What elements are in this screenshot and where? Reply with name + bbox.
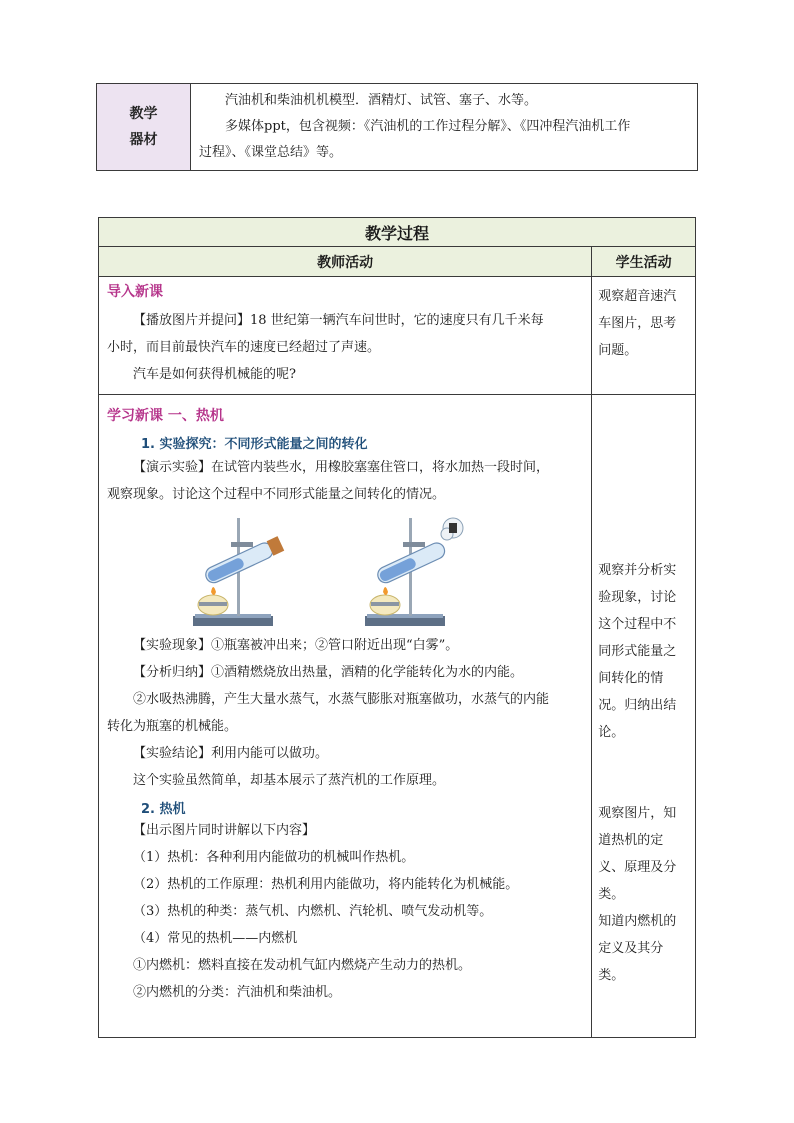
teacher-activity-header: 教师活动 (99, 247, 592, 277)
intro-student-line: 观察超音速汽 (598, 289, 677, 304)
demo-text-a: 【演示实验】在试管内装些水，用橡胶塞塞住管口，将水加热一段时间， (133, 460, 550, 475)
equipment-label-line1: 教学 (129, 106, 158, 122)
student-line: 观察并分析实 (598, 563, 677, 578)
equipment-line3: 过程》、《课堂总结》等。 (199, 145, 343, 160)
student-line: 观察图片，知 (598, 806, 677, 821)
ice-text-1: ①内燃机：燃料直接在发动机气缸内燃烧产生动力的热机。 (133, 958, 472, 973)
item-2: （2）热机的工作原理：热机利用内能做功，将内能转化为机械能。 (133, 877, 519, 892)
item-4: （4）常见的热机——内燃机 (133, 931, 298, 946)
equipment-line2: 多媒体ppt，包含视频：《汽油机的工作过程分解》、《四冲程汽油机工作 (225, 119, 631, 134)
student-line: 道热机的定 (598, 833, 664, 848)
student-line: 定义及其分 (598, 941, 664, 956)
process-title: 教学过程 (99, 218, 696, 247)
student-line: 这个过程中不 (598, 617, 677, 632)
intro-student-line: 问题。 (598, 343, 638, 358)
experiment-figures (107, 512, 583, 630)
equipment-content (191, 84, 698, 171)
student-line: 知道内燃机的 (598, 914, 677, 929)
intro-text-2: 汽车是如何获得机械能的呢? (133, 367, 296, 382)
experiment-figure-before (191, 512, 287, 630)
student-line: 同形式能量之 (598, 644, 677, 659)
experiment-figure-after (363, 512, 467, 630)
intro-teacher-cell (99, 277, 592, 395)
student-line: 间转化的情 (598, 671, 664, 686)
intro-student-line: 车图片，思考 (598, 316, 677, 331)
student-line: 义、原理及分 (598, 860, 677, 875)
phenomenon-text: 【实验现象】①瓶塞被冲出来；②管口附近出现“白雾”。 (133, 638, 459, 653)
conclusion-text: 【实验结论】利用内能可以做功。 (133, 746, 329, 761)
analysis-text-2a: ②水吸热沸腾，产生大量水蒸气，水蒸气膨胀对瓶塞做功，水蒸气的内能 (133, 692, 550, 707)
student-line: 类。 (598, 887, 625, 902)
intro-student-cell (592, 277, 696, 395)
demo-text-b: 观察现象。讨论这个过程中不同形式能量之间转化的情况。 (107, 487, 446, 502)
process-table (98, 217, 696, 1038)
sub-heading-1: 1. 实验探究：不同形式能量之间的转化 (141, 437, 368, 452)
student-line: 况。归纳出结 (598, 698, 677, 713)
equipment-table (96, 83, 698, 171)
summary-text: 这个实验虽然简单，却基本展示了蒸汽机的工作原理。 (133, 773, 446, 788)
newcourse-student-cell (592, 395, 696, 1038)
equipment-label-line2: 器材 (129, 132, 158, 148)
student-line: 论。 (598, 725, 625, 740)
student-line: 验现象，讨论 (598, 590, 677, 605)
analysis-text-1: 【分析归纳】①酒精燃烧放出热量，酒精的化学能转化为水的内能。 (133, 665, 524, 680)
student-activity-header: 学生活动 (592, 247, 696, 277)
item-3: （3）热机的种类：蒸气机、内燃机、汽轮机、喷气发动机等。 (133, 904, 493, 919)
intro-heading: 导入新课 (107, 284, 163, 300)
item-1: （1）热机：各种利用内能做功的机械叫作热机。 (133, 850, 415, 865)
sub-heading-2: 2. 热机 (141, 802, 186, 817)
newcourse-teacher-cell (99, 395, 592, 1038)
equipment-line1: 汽油机和柴油机机模型．酒精灯、试管、塞子、水等。 (225, 93, 538, 108)
student-line: 类。 (598, 968, 625, 983)
intro-text-1b: 小时，而目前最快汽车的速度已经超过了声速。 (107, 340, 381, 355)
newcourse-heading: 学习新课 一、热机 (107, 408, 224, 424)
analysis-text-2b: 转化为瓶塞的机械能。 (107, 719, 238, 734)
equipment-label (97, 84, 191, 171)
intro-text-1a: 【播放图片并提问】18 世纪第一辆汽车问世时，它的速度只有几千米每 (133, 313, 544, 328)
ice-text-2: ②内燃机的分类：汽油机和柴油机。 (133, 985, 342, 1000)
show-text: 【出示图片同时讲解以下内容】 (133, 823, 316, 838)
